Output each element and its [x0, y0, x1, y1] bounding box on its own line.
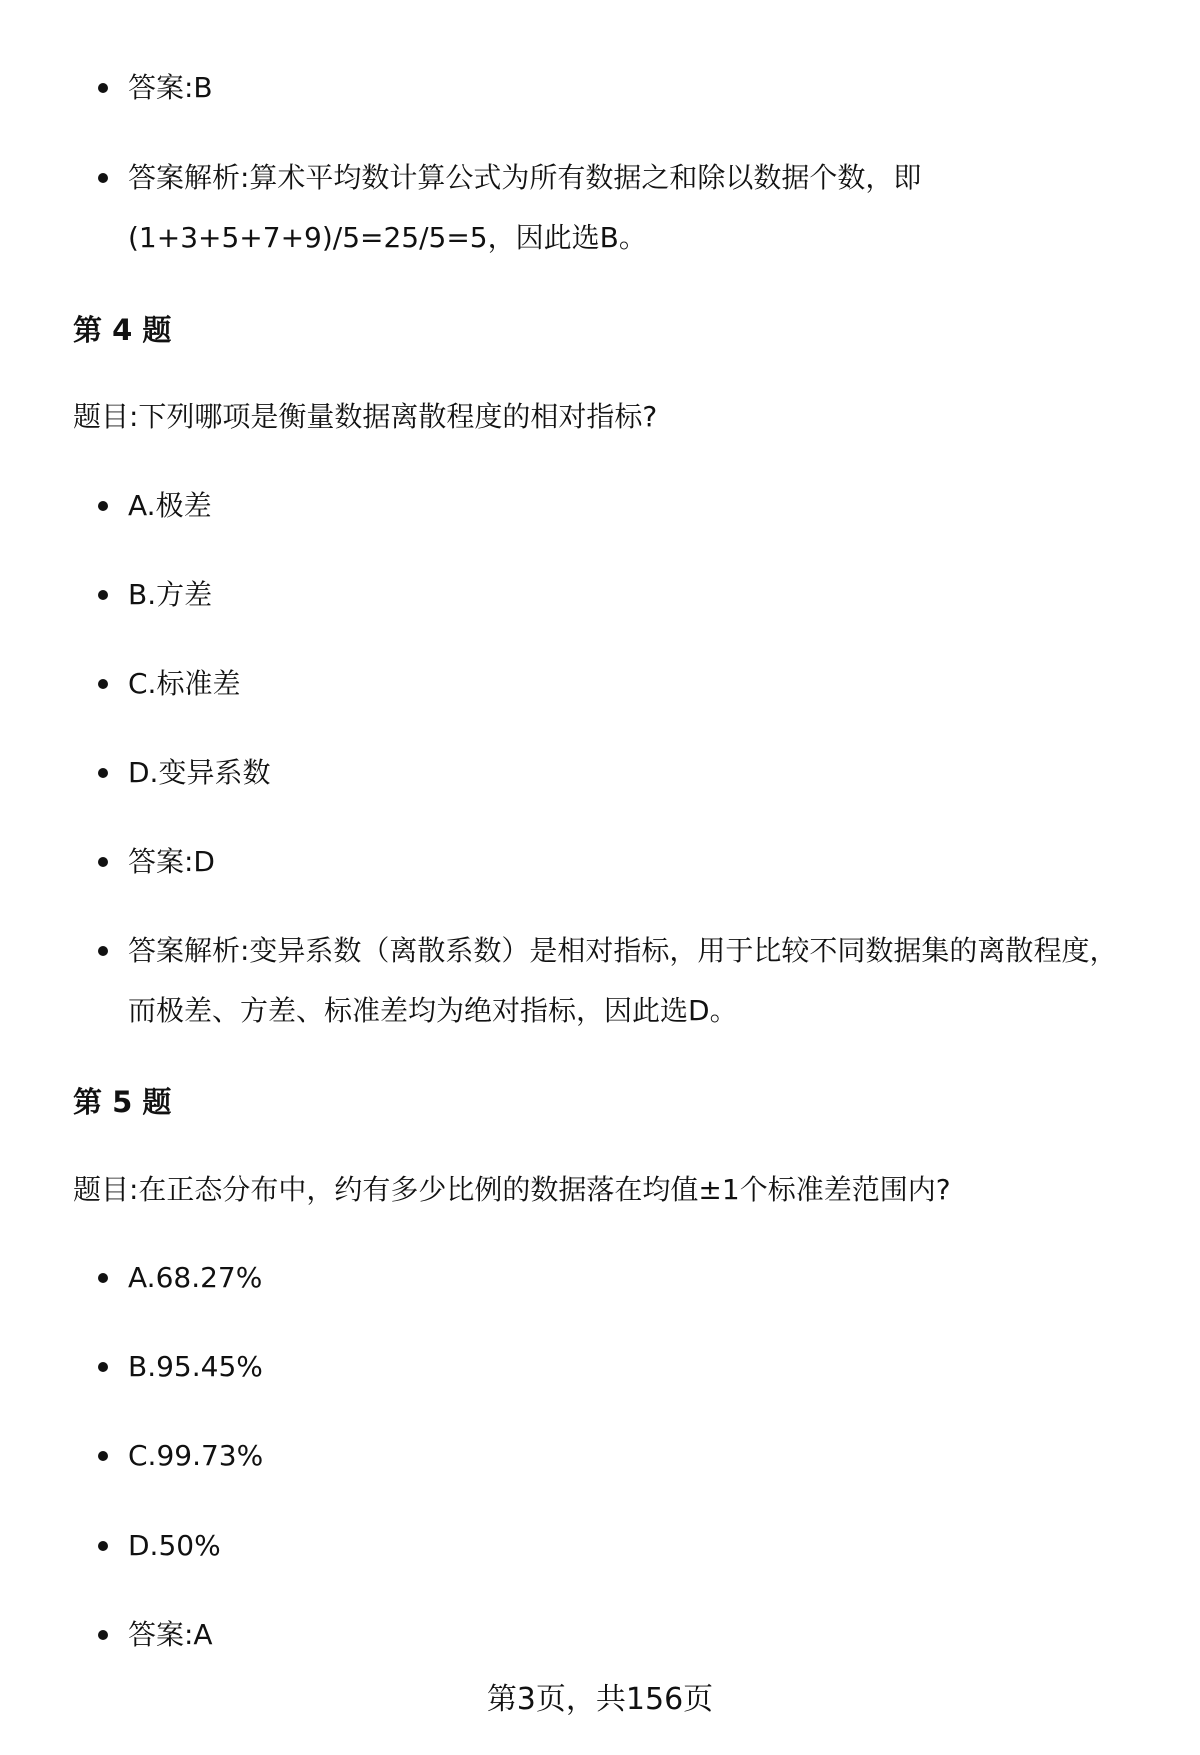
- q4-heading: 第 4 题: [73, 313, 172, 347]
- q5-option-b: B.95.45%: [73, 1337, 1133, 1397]
- q5-question: 题目:在正态分布中，约有多少比例的数据落在均值±1个标准差范围内?: [73, 1173, 951, 1206]
- q4-explanation: 答案解析:变异系数（离散系数）是相对指标，用于比较不同数据集的离散程度，而极差、方差、标准差均为绝对指标，因此选D。: [73, 921, 1133, 1041]
- q4-answer: 答案:D: [73, 832, 1133, 892]
- q5-answer: 答案:A: [73, 1605, 1133, 1665]
- page-number-footer: 第3页，共156页: [486, 1682, 714, 1717]
- q3-explanation: 答案解析:算术平均数计算公式为所有数据之和除以数据个数，即(1+3+5+7+9)/5=25/5=5，因此选B。: [73, 148, 1133, 268]
- q5-heading: 第 5 题: [73, 1085, 172, 1119]
- q4-option-a: A.极差: [73, 476, 1133, 536]
- q5-option-c: C.99.73%: [73, 1426, 1133, 1486]
- q4-option-c: C.标准差: [73, 654, 1133, 714]
- q4-option-d: D.变异系数: [73, 743, 1133, 803]
- q5-option-a: A.68.27%: [73, 1248, 1133, 1308]
- q4-option-b: B.方差: [73, 565, 1133, 625]
- q3-answer: 答案:B: [73, 58, 1133, 118]
- q4-question: 题目:下列哪项是衡量数据离散程度的相对指标?: [73, 400, 658, 433]
- q5-option-d: D.50%: [73, 1516, 1133, 1576]
